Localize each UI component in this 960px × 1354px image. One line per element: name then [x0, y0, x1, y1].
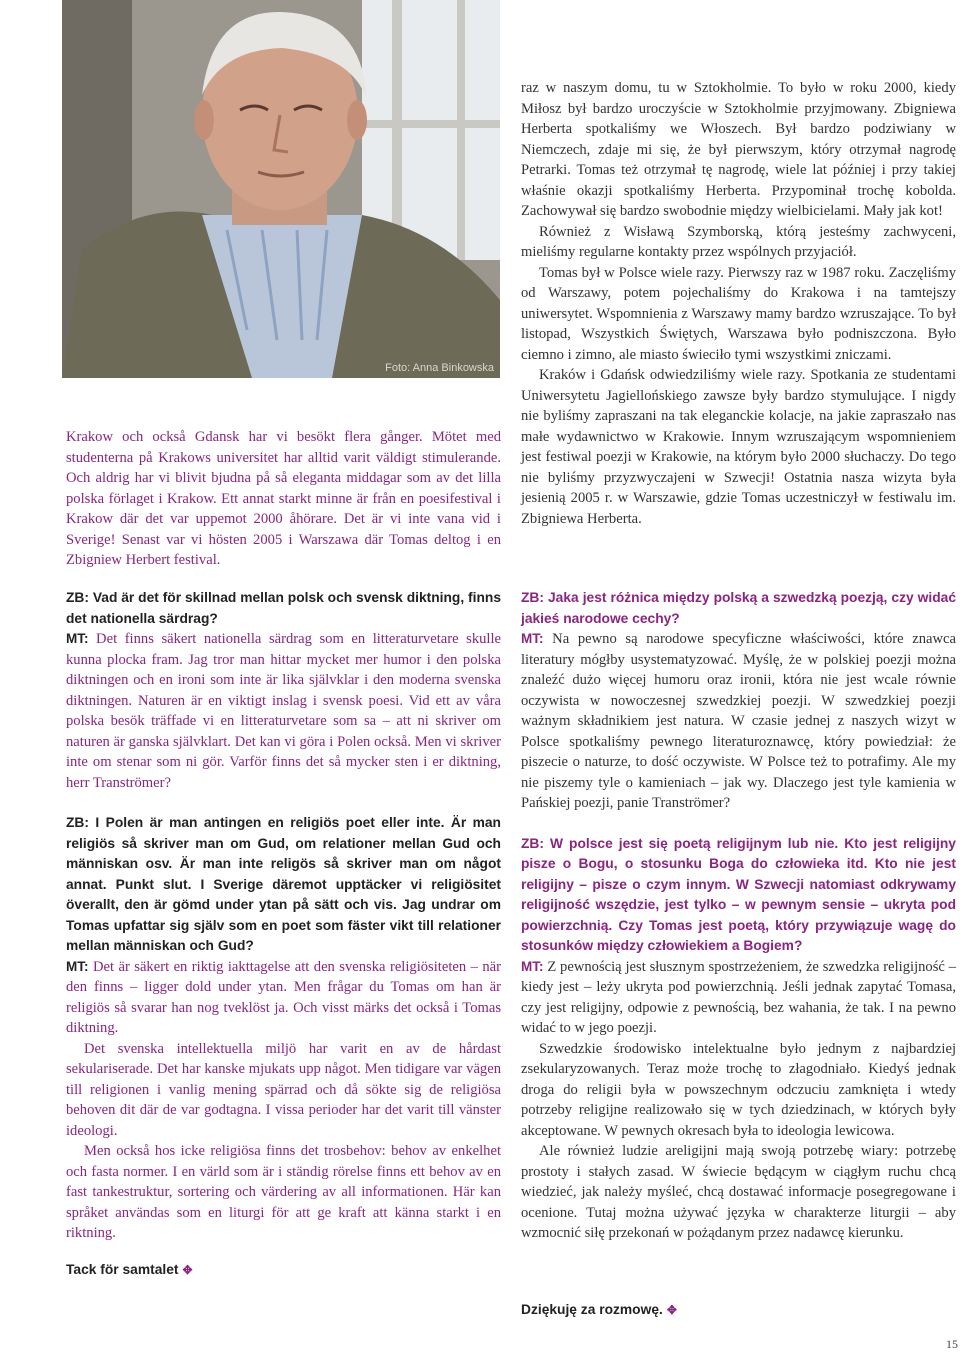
- right-thanks-text: Dziękuję za rozmowę.: [521, 1302, 663, 1317]
- right-paragraph-3: Tomas był w Polsce wiele razy. Pierwszy raz w 1987 roku. Zaczęliśmy od Warszawy, potem pojechaliśmy do Krakowa i na tamtejszy uniwersytet. Wspomnienia z Warszawy mamy bardzo wzruszające. To był listopad, Wszystkich Świętych, Warszawa było podniszczona. Było ciemno i zimno, ale miasto świeciło tymi wszystkimi zniczami.: [521, 264, 956, 363]
- left-intro-paragraph: Krakow och också Gdansk har vi besökt flera gånger. Mötet med studenterna på Krakows universitet har alltid varit väldigt stimulerande. Och aldrig har vi blivit bjudna på så eleganta middagar som av det lilla polska förlaget i Krakow. Ett annat starkt minne är från en poesifestival i Krakow där det var uppemot 2000 åhörare. Det är vi inte vana vid i Sverige! Senast var vi hösten 2005 i Warszawa där Tomas deltog i en Zbigniew Herbert festival.: [66, 429, 501, 568]
- right-answer-1-label: MT:: [521, 631, 544, 646]
- right-paragraph-1: raz w naszym domu, tu w Sztokholmie. To było w roku 2000, kiedy Miłosz był bardzo uroczyście w Sztokholmie przyjmowany. Zbigniewa Herberta spotkaliśmy we Włoszech. Był bardzo podziwiany w Niemczech, zdaje mi się, że był pierwszym, który otrzymał nagrodę Petrarki. Tomas też otrzymał tę nagrodę, wiele lat później i przy takiej właśnie okazji spotkaliśmy Herberta. Przypominał trochę kobolda. Zachowywał się bardzo swobodnie między wielbicielami. Mały jak kot!: [521, 80, 956, 219]
- right-intro-block: [521, 78, 956, 529]
- page-number: 15: [946, 1337, 958, 1351]
- portrait-illustration: [62, 0, 500, 378]
- left-answer-2-paragraph-3: Men också hos icke religiösa finns det trosbehov: behov av enkelhet och fasta normer. I en värld som är i ständig rörelse finns ett behov av en fast tankestruktur, sortering och värdering av all informationen. Här kan språket användas som en liturgi för att ge kraft att känna starkt i en riktning.: [66, 1143, 501, 1241]
- left-answer-1-text: Det finns säkert nationella särdrag som en litteraturvetare skulle kunna plocka fram. Jag tror man hittar mycket mer humor i den polska diktningen och en ironi som inte är lika självklar i den moderna svenska diktningen. Naturen är en viktigt inslag i svensk poesi. Vid ett av våra polska besök träffade vi en litteraturvetare som sa – att ni skriver om naturen är ganska självklart. Det kan vi göra i Polen också. Men vi skriver inte om stenar som ni gör. Varför finns det så mycker sten i er diktning, herr Tranströmer?: [66, 631, 501, 791]
- right-answer-2: [521, 957, 956, 1039]
- right-question-1: ZB: Jaka jest różnica między polską a szwedzką poezją, czy widać jakieś narodowe cechy?: [521, 590, 956, 626]
- right-answer-2-label: MT:: [521, 958, 544, 974]
- right-answer-1: [521, 629, 956, 814]
- right-paragraph-4: Kraków i Gdańsk odwiedziliśmy wiele razy. Spotkania ze studentami Uniwersytetu Jagiellońskiego zawsze były bardzo stymulujące. I nigdy nie byliśmy zapraszani na tak eleganckie kolacje, na jakie zapraszało nas małe wydawnictwo w Krakowie. Innym wzruszającym wspomnieniem jest festiwal poezji w Krakowie, na którym było 2000 słuchaczy. Do tego nie byliśmy przyzwyczajeni w Szwecji! Ostatnia nasza wizyta była jesienią 2005 r. w Warszawie, gdzie Tomas uczestniczył w festiwalu im. Zbigniewa Herberta.: [521, 367, 956, 527]
- ornament-icon: ✥: [182, 1263, 193, 1277]
- right-answer-2-paragraph-2: Szwedzkie środowisko intelektualne było jednym z najbardziej zsekularyzowanych. Teraz może trochę to złagodniało. Kiedyś jednak droga do religii była w powszechnym odczuciu zamknięta i wtedy potrzeby religijne realizowało się w tych dziedzinach, w których były akceptowane. W pewnych okresach była to ideologia lewicowa.: [521, 1040, 956, 1139]
- left-answer-2: [66, 957, 501, 1039]
- left-answer-2-text: Det är säkert en riktig iakttagelse att den svenska religiösiteten – när den finns – ligger dold under ytan. Men frågar du Tomas om han är religiös så svarar han nog tveklöst ja. Och visst märks det också i Tomas diktning.: [66, 958, 501, 1036]
- left-thanks-text: Tack för samtalet: [66, 1262, 179, 1277]
- ornament-icon: ✥: [666, 1303, 677, 1317]
- left-answer-2-label: MT:: [66, 958, 89, 974]
- portrait-photo: [62, 0, 500, 378]
- right-thanks: [521, 1302, 956, 1317]
- right-closing: [521, 1302, 956, 1317]
- right-answer-2-text: Z pewnością jest słusznym spostrzeżeniem, że szwedzka religijność – kiedy jest – leży ukryta pod powierzchnią. Jeśli jednak zapytać Tomasa, czy jest religijny, odpowie z pewnością, bez wahania, że tak. I na pewno widać to w jego poezji.: [521, 958, 956, 1036]
- right-question-2: ZB: W polsce jest się poetą religijnym lub nie. Kto jest religijny pisze o Bogu, o stosunku Boga do człowieka itd. Kto nie jest religijny – pisze o czym innym. W Szwecji natomiast odkrywamy religijność wszędzie, jest tylko – w pewnym sensie – ukryta pod powierzchnią. Czy Tomas jest poetą, który przywiązuje wagę do stosunków między człowiekiem a Bogiem?: [521, 835, 956, 953]
- left-thanks: [66, 1262, 501, 1277]
- left-question-1: ZB: Vad är det för skillnad mellan polsk och svensk diktning, finns det nationella särdrag?: [66, 590, 501, 626]
- left-answer-1-label: MT:: [66, 631, 89, 646]
- photo-credit: Foto: Anna Binkowska: [385, 362, 494, 374]
- right-answer-2-paragraph-3: Ale również ludzie areligijni mają swoją potrzebę wiary: potrzebę prostoty i stałych zasad. W świecie będącym w ciągłym ruchu chcą wiedzieć, jak należy myśleć, chcą dostawać informacje posegregowane i ocenione. Tutaj można używać języka w charakterze liturgii – aby wzmocnić siłę przekonań w pożądanym przez nadawcę kierunku.: [521, 1143, 956, 1241]
- left-answer-2-paragraph-2: Det svenska intellektuella miljö har varit en av de hårdast sekulariserade. Det har kanske mjukats upp något. Men tidigare var vägen till religionen i vanlig mening spärrad och då sökte sig de religiösa behoven dit där de var godtagna. I vissa perioder har det varit till vänster ideologi.: [66, 1040, 501, 1139]
- left-interview-block: [66, 588, 501, 1244]
- left-closing: [66, 1262, 501, 1277]
- left-question-2: ZB: I Polen är man antingen en religiös poet eller inte. Är man religiös så skriver man om Gud, om relationer mellan Gud och människan osv. Är man inte religös så skriver man om något annat. Punkt slut. I Sverige däremot upptäcker vi religiösitet överallt, den är gömd under ytan på sätt och vis. Jag undrar om Tomas upfattar sig själv som en poet som fäster vikt till relationer mellan människan och Gud?: [66, 815, 501, 953]
- right-paragraph-2: Również z Wisławą Szymborską, którą jesteśmy zachwyceni, mieliśmy regularne kontakty przez wspólnych przyjaciół.: [521, 223, 956, 260]
- left-intro-block: [66, 427, 501, 571]
- right-interview-block: [521, 588, 956, 1244]
- left-answer-1: [66, 629, 501, 793]
- right-answer-1-text: Na pewno są narodowe specyficzne właściwości, które znawca literatury mógłby usystematyzować. Myślę, że w polskiej poezji można znaleźć dużo więcej humoru oraz ironii, która nie jest wcale równie oczywista w nowoczesnej szwedzkiej poezji. W szwedzkiej poezji ważnym składnikiem jest natura. W czasie jednej z naszych wizyt w Polsce spotkaliśmy pewnego literaturoznawcę, który powiedział: że piszecie o naturze, to dość oczywiste. W Polsce też to potrafimy. Ale my nie piszemy tyle o kamieniach – jak wy. Dlaczego jest tyle kamienia w Pańskiej poezji, panie Tranströmer?: [521, 631, 956, 811]
